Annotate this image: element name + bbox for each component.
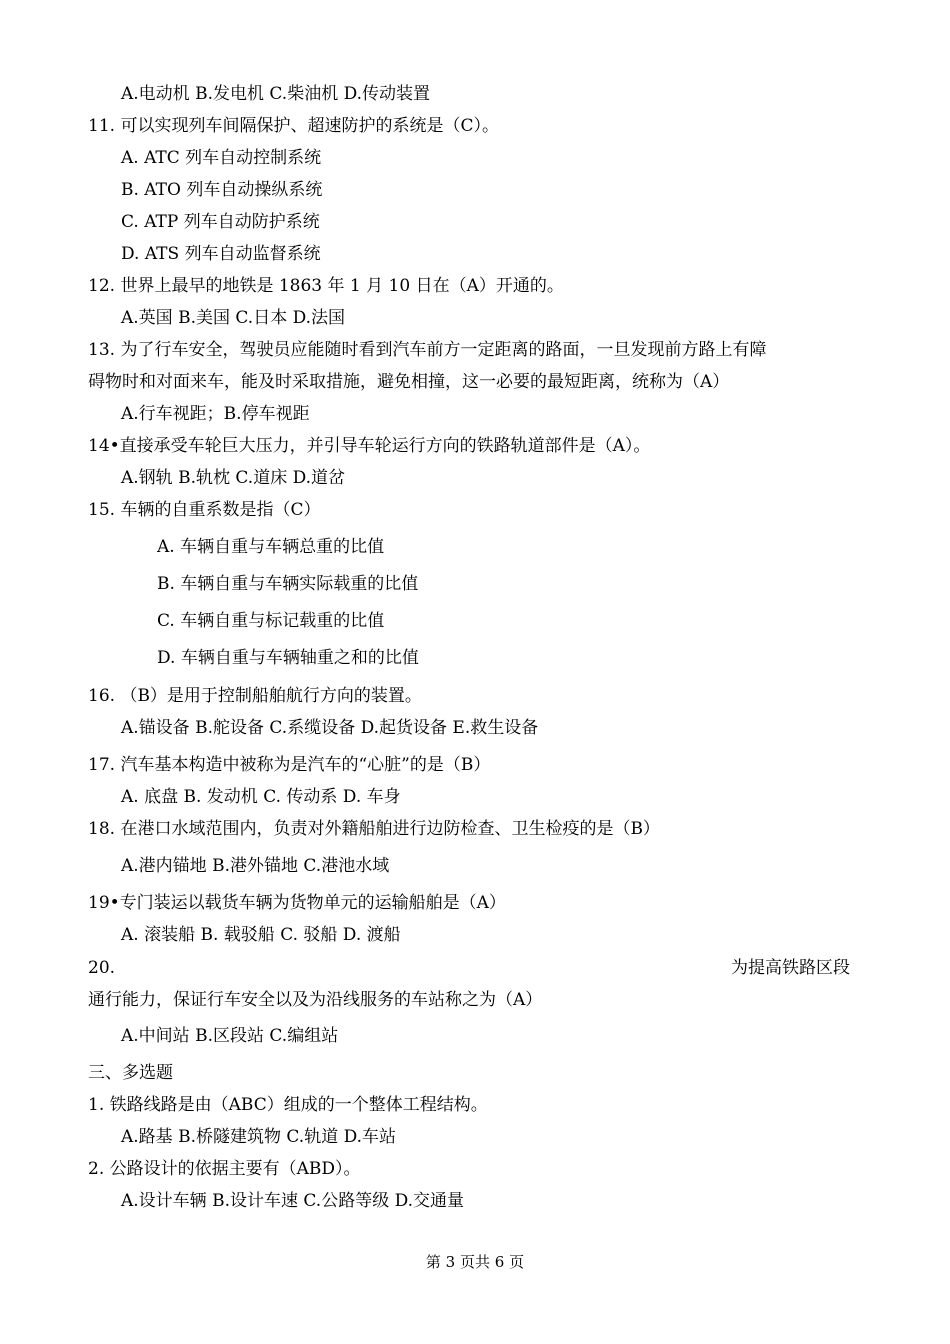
multi-q2-options: A.设计车辆 B.设计车速 C.公路等级 D.交通量 — [121, 1191, 465, 1211]
q20-options: A.中间站 B.区段站 C.编组站 — [121, 1026, 339, 1046]
question-12: 12. 世界上最早的地铁是 1863 年 1 月 10 日在（A）开通的。 — [88, 276, 564, 296]
question-20-line-2: 通行能力，保证行车安全以及为沿线服务的车站称之为（A） — [88, 990, 543, 1010]
question-20-number: 20. — [88, 958, 116, 978]
q15-option-c: C. 车辆自重与标记载重的比值 — [157, 611, 385, 631]
question-19: 19•专门装运以载货车辆为货物单元的运输船舶是（A） — [88, 893, 506, 913]
multi-question-2: 2. 公路设计的依据主要有（ABD）。 — [88, 1159, 361, 1179]
question-11: 11. 可以实现列车间隔保护、超速防护的系统是（C）。 — [88, 116, 499, 136]
q18-options: A.港内锚地 B.港外锚地 C.港池水域 — [121, 856, 390, 876]
q11-option-a: A. ATC 列车自动控制系统 — [121, 148, 322, 168]
q11-option-d: D. ATS 列车自动监督系统 — [121, 244, 321, 264]
multi-q1-options: A.路基 B.桥隧建筑物 C.轨道 D.车站 — [121, 1127, 397, 1147]
q15-option-d: D. 车辆自重与车辆轴重之和的比值 — [157, 648, 419, 668]
section-heading-multiple-choice: 三、多选题 — [88, 1063, 173, 1083]
q12-options: A.英国 B.美国 C.日本 D.法国 — [121, 308, 346, 328]
q11-option-b: B. ATO 列车自动操纵系统 — [121, 180, 323, 200]
q13-options: A.行车视距；B.停车视距 — [121, 404, 310, 424]
question-16: 16. （B）是用于控制船舶航行方向的装置。 — [88, 686, 422, 706]
q11-option-c: C. ATP 列车自动防护系统 — [121, 212, 320, 232]
q16-options: A.锚设备 B.舵设备 C.系缆设备 D.起货设备 E.救生设备 — [121, 718, 539, 738]
question-15: 15. 车辆的自重系数是指（C） — [88, 500, 321, 520]
q19-options: A. 滚装船 B. 载驳船 C. 驳船 D. 渡船 — [121, 925, 401, 945]
question-13-line-1: 13. 为了行车安全，驾驶员应能随时看到汽车前方一定距离的路面，一旦发现前方路上有障 — [88, 340, 767, 360]
q15-option-a: A. 车辆自重与车辆总重的比值 — [157, 537, 385, 557]
question-20-line-1: 为提高铁路区段 — [731, 958, 850, 978]
q15-option-b: B. 车辆自重与车辆实际载重的比值 — [157, 574, 419, 594]
q10-options: A.电动机 B.发电机 C.柴油机 D.传动装置 — [121, 84, 431, 104]
question-13-line-2: 碍物时和对面来车，能及时采取措施，避免相撞，这一必要的最短距离，统称为（A） — [88, 372, 730, 392]
multi-question-1: 1. 铁路线路是由（ABC）组成的一个整体工程结构。 — [88, 1095, 488, 1115]
q17-options: A. 底盘 B. 发动机 C. 传动系 D. 车身 — [121, 787, 401, 807]
page-footer: 第 3 页共 6 页 — [425, 1253, 525, 1271]
q14-options: A.钢轨 B.轨枕 C.道床 D.道岔 — [121, 468, 346, 488]
question-18: 18. 在港口水域范围内，负责对外籍船舶进行边防检查、卫生检疫的是（B） — [88, 819, 660, 839]
question-17: 17. 汽车基本构造中被称为是汽车的“心脏”的是（B） — [88, 755, 491, 775]
question-14: 14•直接承受车轮巨大压力，并引导车轮运行方向的铁路轨道部件是（A）。 — [88, 436, 651, 456]
